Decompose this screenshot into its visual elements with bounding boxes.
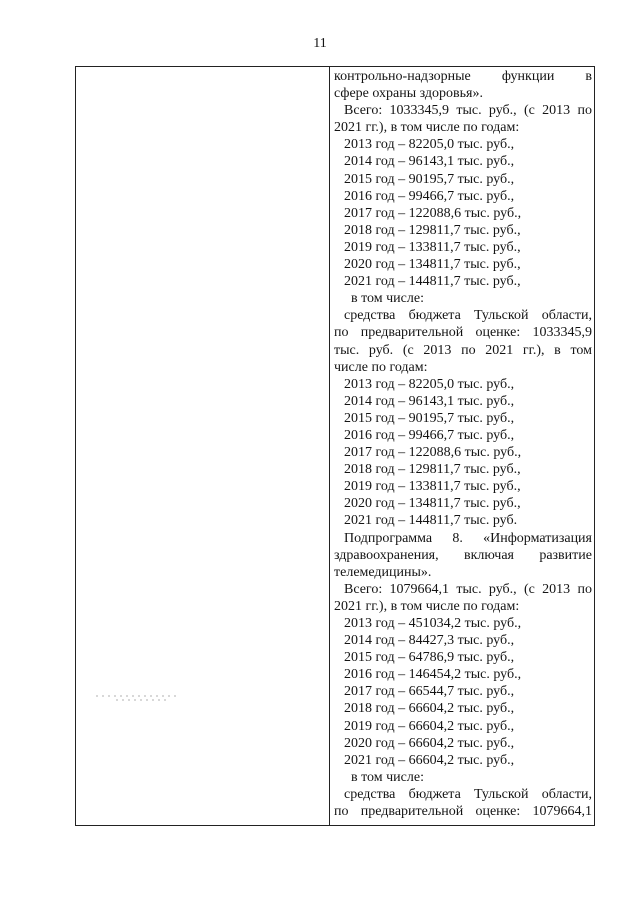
intro-line: сфере охраны здоровья». [334, 86, 483, 102]
scan-artifact [116, 699, 166, 701]
including-line: в том числе: [351, 769, 424, 785]
total-line: Всего: 1033345,9 тыс. руб., (с 2013 по [344, 103, 592, 119]
total-line: Всего: 1079664,1 тыс. руб., (с 2013 по [344, 581, 592, 597]
budget-line: тыс. руб. (с 2013 по 2021 гг.), в том [334, 342, 592, 358]
budget-year-line: 2019 год – 133811,7 тыс. руб., [344, 479, 521, 495]
budget-line: по предварительной оценке: 1033345,9 [334, 325, 592, 341]
budget-year-line: 2013 год – 82205,0 тыс. руб., [344, 376, 515, 392]
year-line: 2018 год – 66604,2 тыс. руб., [344, 701, 515, 717]
year-line: 2021 год – 66604,2 тыс. руб., [344, 752, 515, 768]
page-number: 11 [313, 36, 327, 51]
program-table [75, 66, 595, 826]
subprogram-title-line: здравоохранения, включая развитие [334, 547, 592, 563]
budget-year-line: 2018 год – 129811,7 тыс. руб., [344, 462, 521, 478]
subprogram-title-line: телемедицины». [334, 564, 432, 580]
budget-line: по предварительной оценке: 1079664,1 [334, 804, 592, 820]
total-line: 2021 гг.), в том числе по годам: [334, 598, 520, 614]
year-line: 2018 год – 129811,7 тыс. руб., [344, 222, 521, 238]
year-line: 2021 год – 144811,7 тыс. руб., [344, 274, 521, 290]
budget-year-line: 2014 год – 96143,1 тыс. руб., [344, 393, 515, 409]
year-line: 2015 год – 90195,7 тыс. руб., [344, 171, 515, 187]
scan-artifact [96, 695, 176, 697]
year-line: 2015 год – 64786,9 тыс. руб., [344, 650, 515, 666]
subprogram-title-line: Подпрограмма 8. «Информатизация [344, 530, 592, 546]
budget-year-line: 2015 год – 90195,7 тыс. руб., [344, 410, 515, 426]
year-line: 2016 год – 146454,2 тыс. руб., [344, 667, 522, 683]
year-line: 2019 год – 133811,7 тыс. руб., [344, 239, 521, 255]
year-line: 2014 год – 96143,1 тыс. руб., [344, 154, 515, 170]
budget-year-line: 2021 год – 144811,7 тыс. руб. [344, 513, 518, 529]
year-line: 2020 год – 134811,7 тыс. руб., [344, 257, 521, 273]
budget-year-line: 2020 год – 134811,7 тыс. руб., [344, 496, 521, 512]
budget-line: числе по годам: [334, 359, 428, 375]
year-line: 2014 год – 84427,3 тыс. руб., [344, 633, 515, 649]
left-column-empty [76, 67, 329, 825]
year-line: 2016 год – 99466,7 тыс. руб., [344, 188, 515, 204]
year-line: 2013 год – 451034,2 тыс. руб., [344, 616, 522, 631]
funding-text-column [334, 68, 592, 820]
year-line: 2020 год – 66604,2 тыс. руб., [344, 735, 515, 751]
total-line: 2021 гг.), в том числе по годам: [334, 120, 520, 136]
budget-line: средства бюджета Тульской области, [344, 786, 592, 802]
year-line: 2017 год – 66544,7 тыс. руб., [344, 684, 515, 700]
budget-year-line: 2016 год – 99466,7 тыс. руб., [344, 427, 515, 443]
year-line: 2019 год – 66604,2 тыс. руб., [344, 718, 515, 734]
year-line: 2017 год – 122088,6 тыс. руб., [344, 205, 522, 221]
budget-line: средства бюджета Тульской области, [344, 308, 592, 324]
year-line: 2013 год – 82205,0 тыс. руб., [344, 137, 515, 153]
budget-year-line: 2017 год – 122088,6 тыс. руб., [344, 445, 522, 461]
including-line: в том числе: [351, 291, 424, 307]
column-divider [329, 67, 330, 825]
intro-line: контрольно-надзорные функции в [334, 69, 592, 84]
